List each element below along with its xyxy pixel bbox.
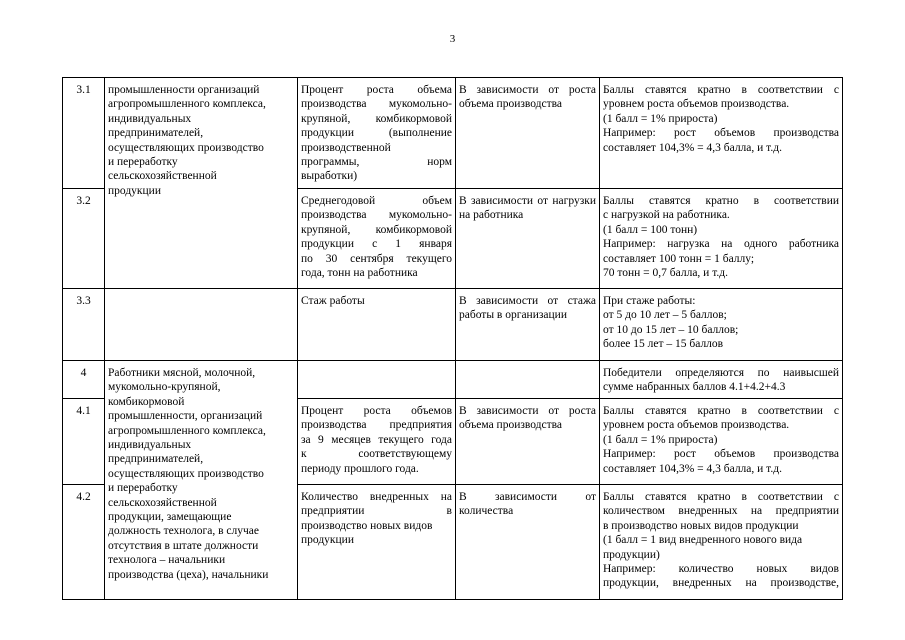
indicator-cell: Процент роста объемов производства предприятия за 9 месяцев текущего года к соответствующему периоду прошлого года. (298, 399, 456, 485)
row-number: 3.2 (63, 189, 105, 289)
table-row (63, 78, 843, 189)
basis-cell: В зависимости от стажа работы в организации (456, 289, 600, 361)
score-cell: Баллы ставятся кратно в соответствии с нагрузкой на работника. (1 балл = 100 тонн) Например: нагрузка на одного работника составляет 100 тонн = 1 баллу; 70 тонн = 0,7 балла, и т.д. (600, 189, 843, 289)
score-cell: При стаже работы: от 5 до 10 лет – 5 баллов; от 10 до 15 лет – 10 баллов; более 15 лет – 15 баллов (600, 289, 843, 361)
category-cell (105, 361, 298, 600)
score-cell: Баллы ставятся кратно в соответствии с количеством внедренных на предприятии в производство новых видов продукции (1 балл = 1 вид внедренного нового вида продукции) Например: количество новых видов продукции, внедренных на производстве, (600, 485, 843, 600)
indicator-cell: Среднегодовой объем производства мукомольно- крупяной, комбикормовой продукции с 1 января по 30 сентября текущего года, тонн на работника (298, 189, 456, 289)
score-cell: Победители определяются по наивысшей сумме набранных баллов 4.1+4.2+4.3 (600, 361, 843, 399)
page-number: 3 (449, 33, 456, 45)
basis-cell: В зависимости от нагрузки на работника (456, 189, 600, 289)
indicator-cell: Стаж работы (298, 289, 456, 361)
indicator-cell-empty (298, 361, 456, 399)
score-cell: Баллы ставятся кратно в соответствии с уровнем роста объемов производства. (1 балл = 1% прироста) Например: рост объемов производства составляет 104,3% = 4,3 балла, и т.д. (600, 78, 843, 189)
row-number: 4.1 (63, 399, 105, 485)
category-text: промышленности организаций агропромышленного комплекса, индивидуальных предпринимателей, осуществляющих производство и переработку сельскохозяйственной продукции (108, 84, 266, 197)
basis-cell: В зависимости от роста объема производства (456, 78, 600, 189)
indicator-cell: Количество внедренных на предприятии в производство новых видов продукции (298, 485, 456, 600)
basis-cell: В зависимости от роста объема производства (456, 399, 600, 485)
basis-cell: В зависимости от количества (456, 485, 600, 600)
category-cell-empty (105, 289, 298, 361)
row-number: 4.2 (63, 485, 105, 600)
row-number: 4 (63, 361, 105, 399)
basis-cell-empty (456, 361, 600, 399)
score-cell: Баллы ставятся кратно в соответствии с уровнем роста объемов производства. (1 балл = 1% прироста) Например: рост объемов производства составляет 104,3% = 4,3 балла, и т.д. (600, 399, 843, 485)
row-number: 3.3 (63, 289, 105, 361)
table-row (63, 361, 843, 399)
indicator-cell: Процент роста объема производства мукомольно- крупяной, комбикормовой продукции (выполнение производственной программы, норм выработки) (298, 78, 456, 189)
row-number: 3.1 (63, 78, 105, 189)
table-row (63, 289, 843, 361)
category-cell (105, 78, 298, 289)
criteria-table (62, 77, 843, 600)
category-text: Работники мясной, молочной, мукомольно-крупяной, комбикормовой промышленности, организаций агропромышленного комплекса, индивидуальных предпринимателей, осуществляющих производство и переработку сельскохозяйственной продукции, замещающие должность технолога, в случае отсутствия в штате должности технолога – начальники производства (цеха), начальники (108, 367, 269, 581)
